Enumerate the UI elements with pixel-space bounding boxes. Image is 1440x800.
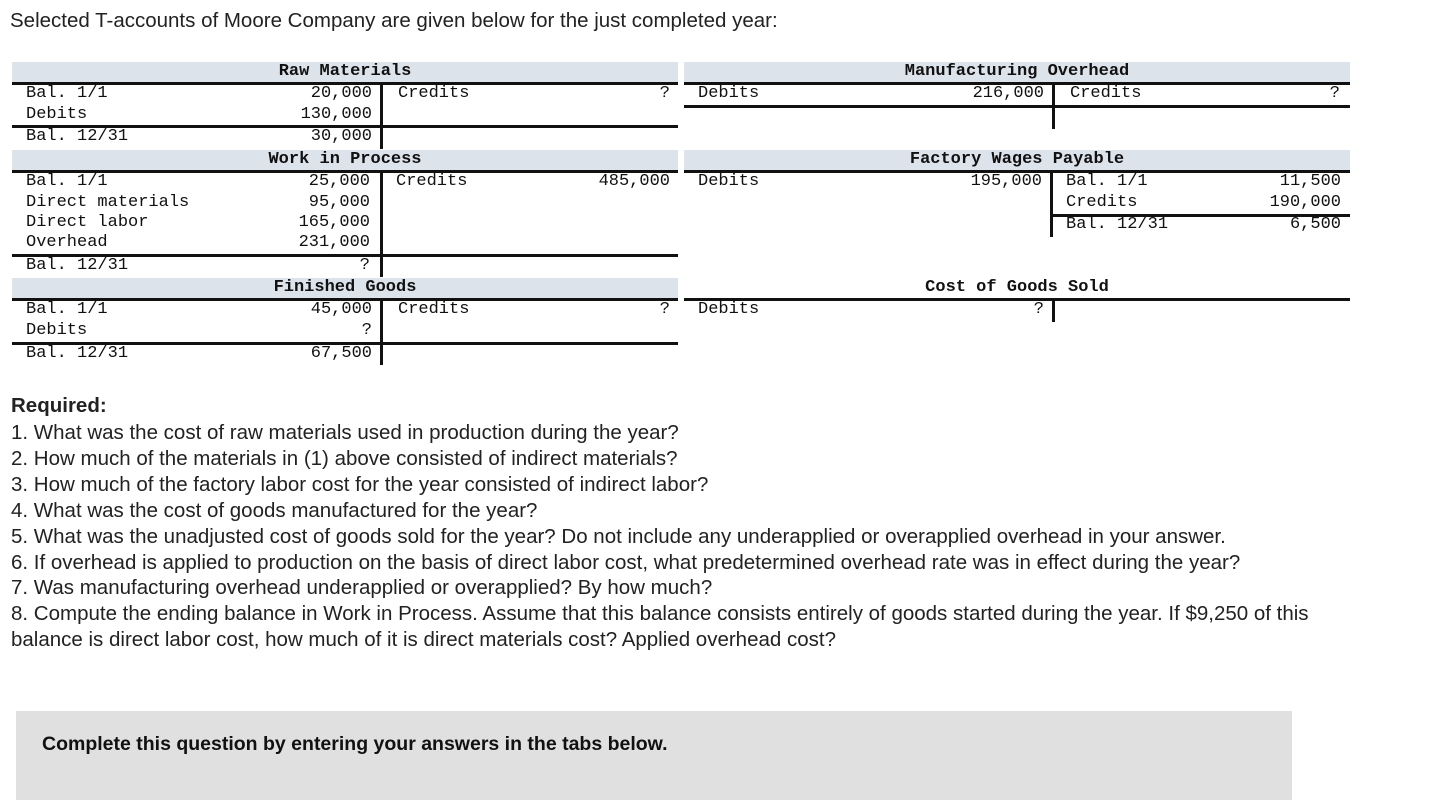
debit-amount: ? [359,256,370,275]
debit-amount: ? [1033,300,1044,319]
debit-label: Direct materials [26,193,190,212]
required-heading: Required: [11,394,107,417]
required-item: 5. What was the unadjusted cost of goods sold for the year? Do not include any underapplied or overapplied overhead in your answer. [11,524,1226,548]
debit-amount: 20,000 [310,84,372,103]
credit-amount: 11,500 [1279,172,1341,191]
t-account-divider [380,300,383,365]
debit-amount: 165,000 [298,213,370,232]
t-account-divider [380,172,383,277]
debit-label: Direct labor [26,213,149,232]
credit-amount: 6,500 [1289,215,1341,234]
debit-label: Bal. 1/1 [26,172,108,191]
credit-label: Credits [398,84,470,103]
t-account-divider [380,84,383,149]
t-account-title: Finished Goods [12,278,678,298]
debit-label: Overhead [26,233,108,252]
credit-amount: ? [659,300,670,319]
credit-amount: ? [1329,84,1340,103]
credit-amount: 190,000 [1269,193,1341,212]
t-account-title: Work in Process [12,150,678,170]
required-item: 6. If overhead is applied to production on the basis of direct labor cost, what predetermined overhead rate was in effect during the year? [11,550,1241,574]
t-account-divider [1050,172,1053,237]
debit-label: Debits [698,172,760,191]
debit-label: Bal. 1/1 [26,84,108,103]
debit-amount: 231,000 [298,233,370,252]
required-item: 4. What was the cost of goods manufactured for the year? [11,498,538,522]
credit-amount: 485,000 [598,172,670,191]
debit-label: Debits [26,321,88,340]
debit-amount: 25,000 [308,172,370,191]
credit-label: Credits [396,172,468,191]
debit-label: Debits [698,84,760,103]
credit-label: Credits [1070,84,1142,103]
debit-label: Bal. 1/1 [26,300,108,319]
intro-text: Selected T-accounts of Moore Company are given below for the just completed year: [10,9,778,32]
debit-label: Bal. 12/31 [26,256,129,275]
answer-instructions-box [16,711,1292,800]
required-item: 1. What was the cost of raw materials used in production during the year? [11,421,679,444]
credit-label: Credits [398,300,470,319]
credit-amount: ? [659,84,670,103]
credit-label: Bal. 1/1 [1066,172,1148,191]
required-item: 7. Was manufacturing overhead underapplied or overapplied? By how much? [11,576,713,600]
debit-amount: 216,000 [972,84,1044,103]
debit-label: Bal. 12/31 [26,344,129,363]
credit-label: Credits [1066,193,1138,212]
debit-amount: 30,000 [310,127,372,146]
debit-amount: 130,000 [300,105,372,124]
debit-amount: 45,000 [310,300,372,319]
debit-amount: 95,000 [308,193,370,212]
required-list [11,420,1431,653]
debit-label: Bal. 12/31 [26,127,129,146]
required-item: 2. How much of the materials in (1) above consisted of indirect materials? [11,446,678,470]
required-item: 3. How much of the factory labor cost for the year consisted of indirect labor? [11,472,709,496]
t-account-divider [1052,300,1055,322]
credit-label: Bal. 12/31 [1066,215,1169,234]
t-account-balance-rule [684,105,1350,108]
t-account-title: Factory Wages Payable [684,150,1350,170]
t-account-title: Manufacturing Overhead [684,62,1350,82]
debit-label: Debits [698,300,760,319]
debit-amount: 67,500 [310,344,372,363]
required-item: 8. Compute the ending balance in Work in Process. Assume that this balance consists entirely of goods started during the year. If $9,250 of this balance is direct labor cost, how much of it is direct materials cost? Applied overhead cost? [11,602,1309,652]
answer-instructions-text: Complete this question by entering your answers in the tabs below. [42,733,668,755]
debit-amount: 195,000 [970,172,1042,191]
debit-amount: ? [361,321,372,340]
t-account-title: Raw Materials [12,62,678,82]
t-account-title: Cost of Goods Sold [684,278,1350,298]
debit-label: Debits [26,105,88,124]
